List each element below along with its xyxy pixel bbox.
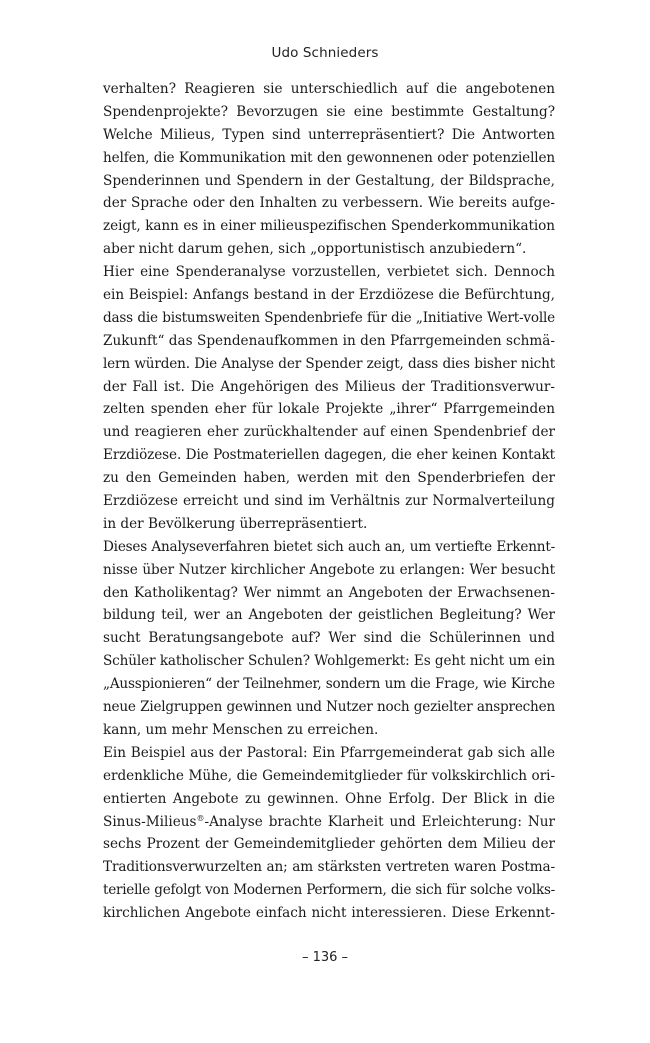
body-text (103, 78, 555, 925)
text-line: neue Zielgruppen gewinnen und Nutzer noch gezielter ansprechen (103, 699, 555, 716)
text-line: der Sprache oder den Inhalten zu verbessern. Wie bereits aufge- (103, 195, 555, 212)
registered-mark: ® (196, 813, 205, 823)
text-line: „Ausspionieren“ der Teilnehmer, sondern um die Frage, wie Kirche (103, 676, 555, 693)
text-line: Erzdiözese erreicht und sind im Verhältnis zur Normalverteilung (103, 493, 555, 510)
text-line: verhalten? Reagieren sie unterschiedlich auf die angebotenen (103, 81, 555, 97)
text-line: lern würden. Die Analyse der Spender zeigt, dass dies bisher nicht (103, 355, 555, 372)
text-line: Sinus-Milieus®-Analyse brachte Klarheit und Erleichterung: Nur (103, 813, 555, 830)
text-line: Zukunft“ das Spendenaufkommen in den Pfarrgemeinden schmä- (103, 332, 555, 349)
paragraph-4 (103, 742, 555, 925)
text-line: bildung teil, wer an Angeboten der geistlichen Begleitung? Wer (103, 607, 555, 624)
text-line: terielle gefolgt von Modernen Performern, die sich für solche volks- (103, 882, 555, 899)
text-line: Ein Beispiel aus der Pastoral: Ein Pfarrgemeinderat gab sich alle (103, 744, 555, 761)
text-line: erdenkliche Mühe, die Gemeindemitglieder für volkskirchlich ori- (103, 767, 555, 784)
text-line: ein Beispiel: Anfangs bestand in der Erzdiözese die Befürchtung, (103, 287, 555, 304)
text-line: Spenderinnen und Spendern in der Gestaltung, der Bildsprache, (103, 172, 555, 189)
paragraph-3 (103, 536, 555, 742)
text-line: Hier eine Spenderanalyse vorzustellen, verbietet sich. Dennoch (103, 264, 555, 281)
paragraph-1 (103, 78, 555, 261)
text-line: aber nicht darum gehen, sich „opportunistisch anzubiedern“. (103, 241, 527, 258)
text-line: zeigt, kann es in einer milieuspezifischen Spenderkommunikation (103, 218, 555, 235)
text-line: kirchlichen Angebote einfach nicht interessieren. Diese Erkennt- (103, 905, 555, 922)
text-line: helfen, die Kommunikation mit den gewonnenen oder potenziellen (103, 149, 555, 166)
text-line: und reagieren eher zurückhaltender auf einen Spendenbrief der (103, 424, 555, 441)
text-line: zu den Gemeinden haben, werden mit den Spenderbriefen der (103, 470, 555, 487)
text-line: Spendenprojekte? Bevorzugen sie eine bestimmte Gestaltung? (103, 103, 555, 120)
text-line: der Fall ist. Die Angehörigen des Milieus der Traditionsverwur- (103, 378, 555, 395)
text-line: Dieses Analyseverfahren bietet sich auch an, um vertiefte Erkennt- (103, 538, 555, 555)
text-line: Schüler katholischer Schulen? Wohlgemerkt: Es geht nicht um ein (103, 653, 555, 670)
text-line: sucht Beratungsangebote auf? Wer sind die Schülerinnen und (103, 630, 555, 647)
text-line: Erzdiözese. Die Postmateriellen dagegen, die eher keinen Kontakt (103, 447, 555, 464)
page-number: – 136 – (301, 950, 349, 965)
text-line: nisse über Nutzer kirchlicher Angebote zu erlangen: Wer besucht (103, 561, 555, 578)
text-line: dass die bistumsweiten Spendenbriefe für die „Initiative Wert-volle (103, 309, 555, 326)
text-line: Welche Milieus, Typen sind unterrepräsentiert? Die Antworten (103, 126, 555, 143)
text-line: kann, um mehr Menschen zu erreichen. (103, 721, 379, 738)
text-line: sechs Prozent der Gemeindemitglieder gehörten dem Milieu der (103, 836, 555, 853)
text-line: entierten Angebote zu gewinnen. Ohne Erfolg. Der Blick in die (103, 790, 555, 807)
text-line: den Katholikentag? Wer nimmt an Angeboten der Erwachsenen- (103, 584, 555, 601)
paragraph-2 (103, 261, 555, 536)
text-line: Traditionsverwurzelten an; am stärksten vertreten waren Postma- (103, 859, 555, 876)
running-head: Udo Schnieders (271, 45, 379, 61)
text-line: in der Bevölkerung überrepräsentiert. (103, 515, 368, 532)
text-line: zelten spenden eher für lokale Projekte „ihrer“ Pfarrgemeinden (103, 401, 555, 418)
